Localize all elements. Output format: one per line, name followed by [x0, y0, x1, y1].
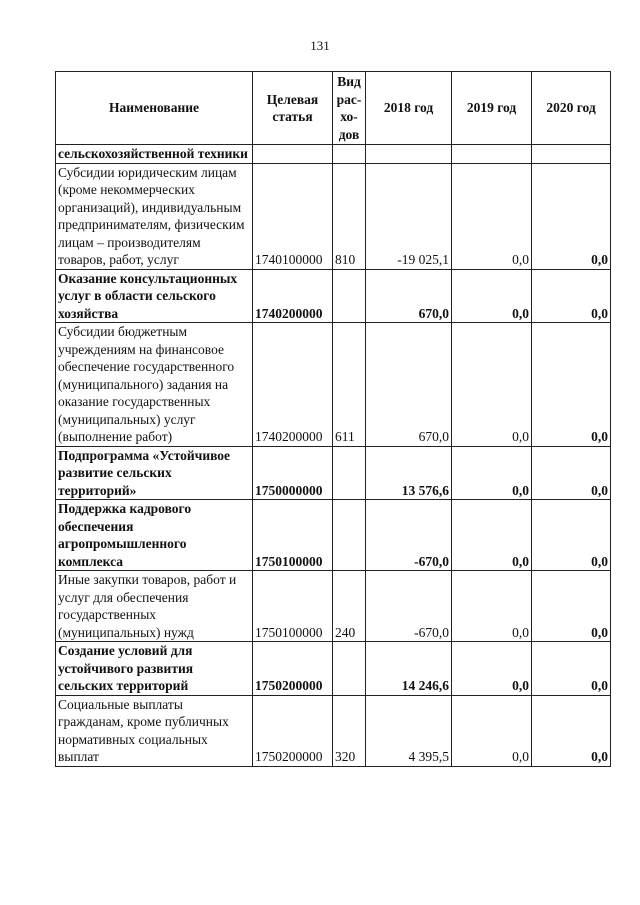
table-cell: -670,0	[366, 571, 452, 642]
table-cell: 0,0	[532, 163, 611, 269]
table-row	[56, 163, 611, 269]
table-cell: 1750000000	[253, 446, 333, 500]
table-cell	[366, 145, 452, 164]
header-2019: 2019 год	[452, 72, 532, 145]
table-cell: Иные закупки товаров, работ и услуг для обеспечения государственных (муниципальных) нужд	[56, 571, 253, 642]
table-cell: 0,0	[452, 695, 532, 766]
table-cell: 0,0	[452, 269, 532, 323]
table-cell: 810	[333, 163, 366, 269]
header-2020: 2020 год	[532, 72, 611, 145]
table-cell	[253, 145, 333, 164]
table-cell: 0,0	[532, 500, 611, 571]
table-cell: 0,0	[452, 163, 532, 269]
table-cell: Подпрограмма «Устойчивое развитие сельских территорий»	[56, 446, 253, 500]
table-row	[56, 695, 611, 766]
table-cell: 1750200000	[253, 642, 333, 696]
table-cell: 670,0	[366, 269, 452, 323]
table-cell: 1740200000	[253, 269, 333, 323]
table-cell: Субсидии юридическим лицам (кроме некоммерческих организаций), индивидуальным предпринимателям, физическим лицам – производителям товаров, работ, услуг	[56, 163, 253, 269]
table-cell: 0,0	[532, 642, 611, 696]
header-name: Наименование	[56, 72, 253, 145]
table-cell: Социальные выплаты гражданам, кроме публичных нормативных социальных выплат	[56, 695, 253, 766]
table-row	[56, 269, 611, 323]
table-cell: 670,0	[366, 323, 452, 447]
table-cell: 1750100000	[253, 571, 333, 642]
table-cell: 240	[333, 571, 366, 642]
table-cell: 0,0	[452, 446, 532, 500]
table-cell	[333, 642, 366, 696]
table-cell: 320	[333, 695, 366, 766]
table-row	[56, 642, 611, 696]
table-cell: Субсидии бюджетным учреждениям на финансовое обеспечение государственного (муниципального) задания на оказание государственных (муниципальных) услуг (выполнение работ)	[56, 323, 253, 447]
table-cell: 0,0	[452, 642, 532, 696]
header-code: Целевая статья	[253, 72, 333, 145]
table-cell: Оказание консультационных услуг в области сельского хозяйства	[56, 269, 253, 323]
table-cell: -670,0	[366, 500, 452, 571]
table-cell: 1740100000	[253, 163, 333, 269]
table-cell: 611	[333, 323, 366, 447]
table-cell	[452, 145, 532, 164]
table-cell	[333, 500, 366, 571]
table-row	[56, 446, 611, 500]
table-cell: 0,0	[452, 323, 532, 447]
table-cell: 0,0	[452, 571, 532, 642]
table-row	[56, 571, 611, 642]
table-cell: 1750100000	[253, 500, 333, 571]
table-cell: 0,0	[452, 500, 532, 571]
table-cell: 13 576,6	[366, 446, 452, 500]
table-cell: 14 246,6	[366, 642, 452, 696]
table-cell: Создание условий для устойчивого развития сельских территорий	[56, 642, 253, 696]
table-cell: 4 395,5	[366, 695, 452, 766]
table-cell: Поддержка кадрового обеспечения агропромышленного комплекса	[56, 500, 253, 571]
table-cell: 0,0	[532, 695, 611, 766]
table-cell: 0,0	[532, 269, 611, 323]
table-cell	[532, 145, 611, 164]
table-cell	[333, 446, 366, 500]
table-cell: -19 025,1	[366, 163, 452, 269]
table-cell: 0,0	[532, 323, 611, 447]
table-cell	[333, 269, 366, 323]
table-cell: 1750200000	[253, 695, 333, 766]
header-2018: 2018 год	[366, 72, 452, 145]
table-row	[56, 323, 611, 447]
table-cell: 0,0	[532, 446, 611, 500]
table-cell: сельскохозяйственной техники	[56, 145, 253, 164]
table-row	[56, 145, 611, 164]
header-type: Вид рас-хо-дов	[333, 72, 366, 145]
budget-table	[55, 71, 611, 767]
table-cell	[333, 145, 366, 164]
table-cell: 1740200000	[253, 323, 333, 447]
table-cell: 0,0	[532, 571, 611, 642]
table-row	[56, 500, 611, 571]
page-number: 131	[310, 38, 330, 53]
